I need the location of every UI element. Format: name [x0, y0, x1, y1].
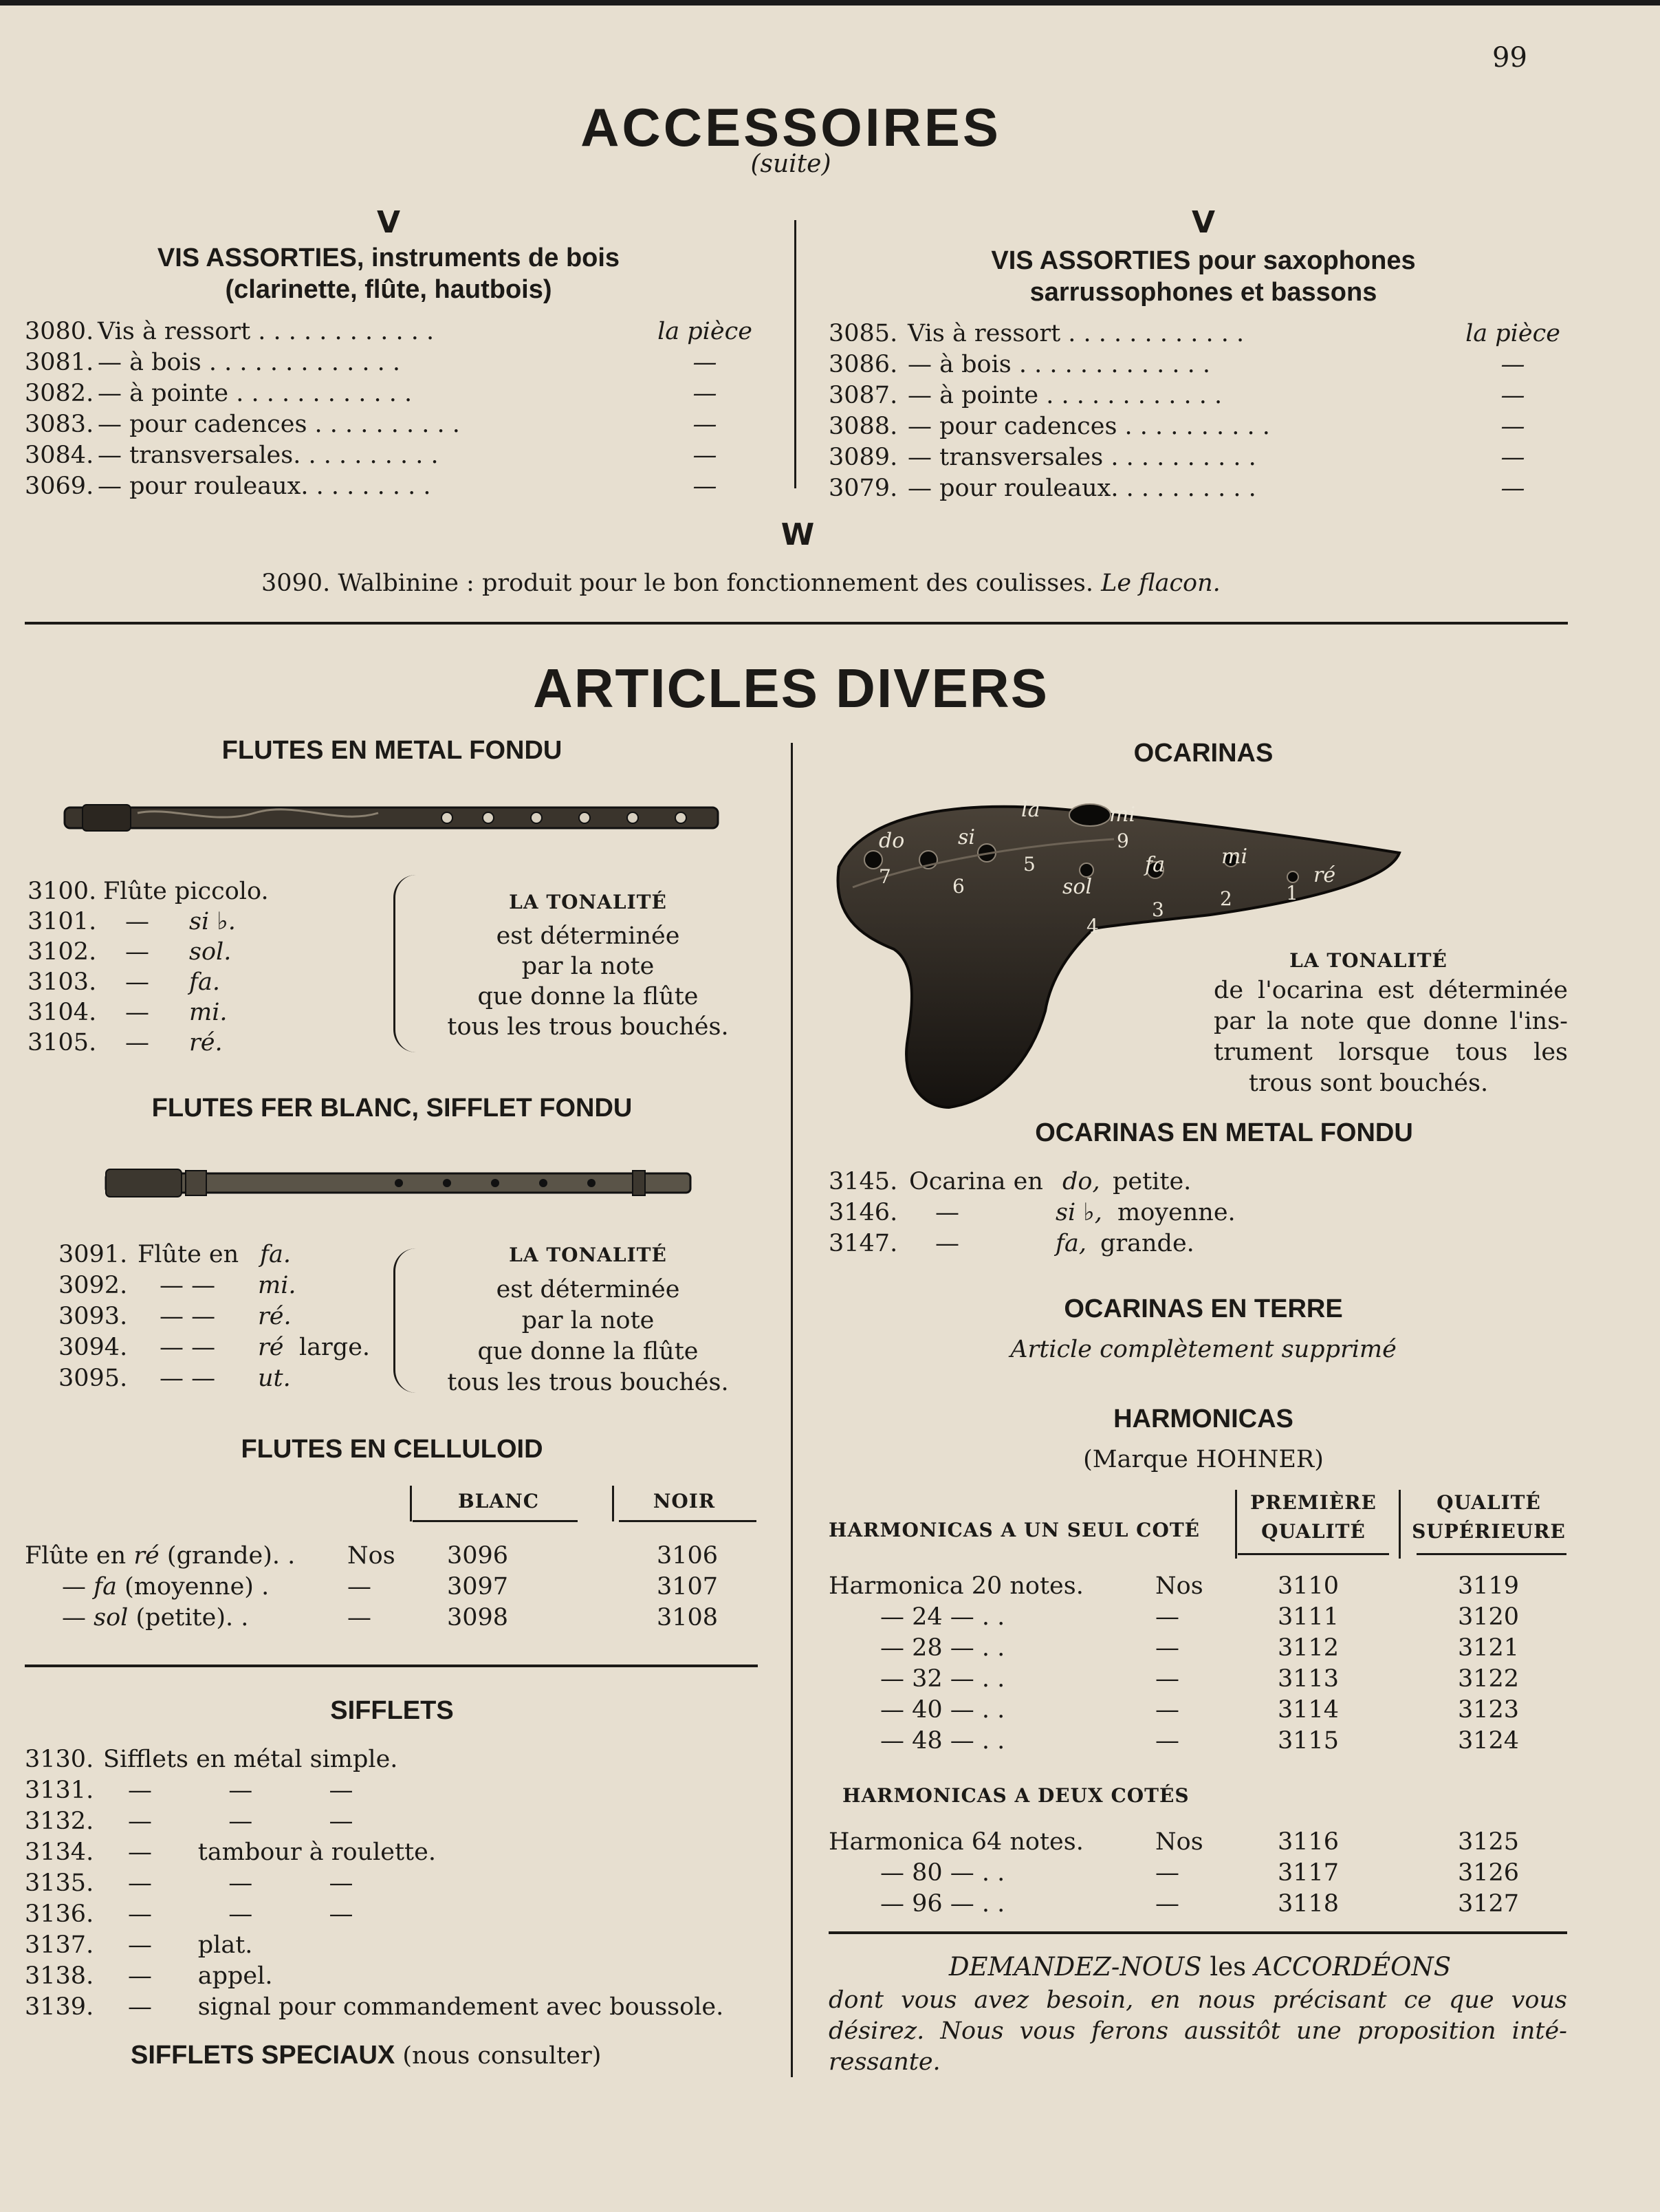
vis-price: la pièce [657, 318, 752, 345]
ocarina-size: petite. [1113, 1168, 1192, 1195]
ocarinas-terre-note: Article complètement supprimé [1010, 1336, 1397, 1363]
ocarina-hole-number: 4 [1086, 915, 1099, 937]
flute-note: ré. [258, 1303, 292, 1330]
harm-label: — 96 — . . [880, 1890, 1005, 1918]
flute-code: 3100. [28, 878, 97, 905]
sifflet-text: — — — [128, 1869, 353, 1897]
sifflets-speciaux-label: SIFFLETS SPECIAUX [131, 2041, 395, 2070]
vis-price: — [692, 473, 717, 500]
vis-code: 3079. [829, 475, 898, 502]
harm-q1: 3118 [1278, 1890, 1340, 1918]
ocarinas-terre-heading: OCARINAS EN TERRE [1064, 1294, 1343, 1323]
ocarina-note-line: trous sont bouchés. [1248, 1070, 1489, 1097]
flute-name: — [125, 999, 149, 1026]
flute-note: sol. [189, 938, 232, 966]
celluloid-noir: 3107 [657, 1573, 719, 1601]
tonalite-line: par la note [521, 1307, 655, 1334]
celluloid-noir: 3106 [657, 1542, 719, 1570]
vis-label: — pour rouleaux. . . . . . . . . . [908, 475, 1256, 502]
ocarina-hole-number: 7 [879, 865, 891, 888]
harmonicas-section-1: HARMONICAS A UN SEUL COTÉ [829, 1519, 1201, 1541]
vis-price: — [1500, 444, 1525, 471]
sifflet-code: 3134. [25, 1839, 94, 1866]
harm-nos: — [1155, 1634, 1179, 1662]
walbinine-text: Walbinine : produit pour le bon fonctionnement des coulisses. [338, 570, 1094, 597]
vis-code: 3086. [829, 351, 898, 378]
ocarina-hole-label: la [1021, 798, 1040, 822]
celluloid-nos: — [347, 1604, 371, 1631]
ocarina-hole-label: mi [1221, 845, 1248, 869]
tonalite-line: LA TONALITÉ [509, 891, 667, 913]
celluloid-size: (petite). . [135, 1604, 249, 1631]
tonalite-line: est déterminée [496, 922, 680, 950]
tonalite-line: tous les trous bouchés. [447, 1369, 729, 1396]
sifflet-code: 3135. [25, 1869, 94, 1897]
vis-price: — [1500, 475, 1525, 502]
flute-name: — — [160, 1303, 216, 1330]
letter-v-right: V [1191, 205, 1216, 240]
harm-label: — 48 — . . [880, 1727, 1005, 1755]
vis-saxo-subheading: sarrussophones et bassons [1029, 278, 1377, 307]
ocarina-hole-number: 3 [1152, 898, 1164, 921]
harm-q1: 3117 [1278, 1859, 1340, 1887]
flute-name: — [125, 908, 149, 935]
celluloid-blanc: 3096 [447, 1542, 509, 1570]
vis-label: — transversales . . . . . . . . . . [908, 444, 1256, 471]
harm-label: — 28 — . . [880, 1634, 1005, 1662]
harm-nos: — [1155, 1603, 1179, 1631]
flutes-metal-heading: FLUTES EN METAL FONDU [221, 736, 563, 765]
vis-code: 3084. [25, 442, 94, 469]
ocarina-name: Ocarina en [909, 1168, 1043, 1195]
harm-q2: 3123 [1458, 1696, 1520, 1724]
celluloid-separator [25, 1665, 758, 1667]
vis-bois-heading: VIS ASSORTIES, instruments de bois [157, 243, 620, 272]
sifflet-code: 3136. [25, 1900, 94, 1928]
sifflet-text: — — — [128, 1900, 353, 1928]
sifflet-code: 3137. [25, 1931, 94, 1959]
flute-code: 3095. [58, 1365, 128, 1392]
vis-price: — [1500, 413, 1525, 440]
section-separator [25, 622, 1568, 625]
flute-code: 3102. [28, 938, 97, 966]
harm-col-divider-1 [1235, 1490, 1237, 1559]
flute-note: ré [258, 1334, 284, 1361]
flute-code: 3103. [28, 968, 97, 996]
flute-code: 3093. [58, 1303, 128, 1330]
vis-label: — pour cadences . . . . . . . . . . [908, 413, 1270, 440]
sifflets-speciaux-note: (nous consulter) [402, 2042, 602, 2070]
accordeons-line: dont vous avez besoin, en nous précisant ce que vous [829, 1986, 1567, 2014]
tonalite-line: par la note [521, 953, 655, 980]
flutes-celluloid-heading: FLUTES EN CELLULOID [241, 1435, 543, 1464]
vis-code: 3083. [25, 411, 94, 438]
sifflet-text: — signal pour commandement avec boussole. [128, 1993, 724, 2021]
tonalite-line: LA TONALITÉ [509, 1244, 667, 1266]
vis-price: la pièce [1465, 320, 1560, 347]
tin-flute-image [103, 1162, 695, 1204]
ocarina-code: 3146. [829, 1199, 898, 1226]
vis-code: 3088. [829, 413, 898, 440]
harm-q1: 3110 [1278, 1572, 1340, 1600]
ocarina-name: — [935, 1199, 959, 1226]
flute-name: — [125, 938, 149, 966]
tonalite-line: que donne la flûte [477, 983, 699, 1010]
accordeons-title [825, 1952, 1575, 1982]
section-title-articles-divers: ARTICLES DIVERS [532, 658, 1049, 719]
celluloid-label [62, 1603, 248, 1634]
letter-v-left: V [376, 205, 401, 240]
accordeons-demandez: DEMANDEZ-NOUS [948, 1952, 1202, 1982]
sifflet-text: — tambour à roulette. [128, 1839, 436, 1866]
flute-name: Flûte en [138, 1241, 239, 1268]
flute-size: large. [299, 1334, 371, 1361]
vis-saxo-heading: VIS ASSORTIES pour saxophones [991, 246, 1416, 275]
accordeons-les: les [1210, 1952, 1247, 1982]
ocarina-hole-number: 2 [1220, 887, 1232, 910]
ocarina-hole-number: 6 [952, 875, 965, 898]
ocarina-code: 3147. [829, 1230, 898, 1257]
section-subtitle: (suite) [750, 150, 831, 178]
flute-code: 3092. [58, 1272, 128, 1299]
celluloid-note: sol [94, 1604, 129, 1631]
harm-label: Harmonica 64 notes. [829, 1828, 1084, 1856]
celluloid-blanc: 3097 [447, 1573, 509, 1601]
harmonicas-heading: HARMONICAS [1113, 1405, 1293, 1433]
flute-name: — — [160, 1272, 216, 1299]
harm-col1-head: QUALITÉ [1261, 1520, 1366, 1543]
tonalite-line: que donne la flûte [477, 1338, 699, 1365]
accordeons-line: désirez. Nous vous ferons aussitôt une proposition inté- [829, 2017, 1567, 2045]
ocarina-note-line: par la note que donne l'ins- [1214, 1008, 1568, 1035]
flute-name: — [125, 968, 149, 996]
flute-code: 3105. [28, 1029, 97, 1056]
celluloid-col-divider-2 [612, 1486, 614, 1521]
harm-nos: — [1155, 1859, 1179, 1887]
ocarina-note-title: LA TONALITÉ [1289, 949, 1448, 972]
walbinine-unit: Le flacon. [1101, 570, 1221, 597]
harm-q1: 3111 [1278, 1603, 1340, 1631]
vis-code: 3080. [25, 318, 94, 345]
harm-label: — 24 — . . [880, 1603, 1005, 1631]
sifflet-text: Sifflets en métal simple. [103, 1746, 398, 1773]
celluloid-nos: Nos [347, 1542, 395, 1570]
top-edge [0, 0, 1660, 6]
ocarina-hole-label: do [879, 829, 905, 853]
brace-metal [393, 875, 416, 1052]
celluloid-label [25, 1541, 295, 1572]
section-title-accessoires: ACCESSOIRES [580, 97, 1001, 158]
harm-col-divider-2 [1399, 1490, 1401, 1559]
sifflet-code: 3131. [25, 1777, 94, 1804]
harm-q2: 3124 [1458, 1727, 1520, 1755]
ocarina-name: — [935, 1230, 959, 1257]
vis-price: — [1500, 351, 1525, 378]
sifflet-text: — appel. [128, 1962, 273, 1990]
vis-label: — à pointe . . . . . . . . . . . . [908, 382, 1223, 409]
walbinine-item [261, 568, 1221, 599]
ocarinas-heading: OCARINAS [1133, 739, 1274, 768]
harm-q1: 3115 [1278, 1727, 1340, 1755]
vis-price: — [692, 442, 717, 469]
harm-label: Harmonica 20 notes. [829, 1572, 1084, 1600]
vis-price: — [692, 349, 717, 376]
vis-bois-subheading: (clarinette, flûte, hautbois) [225, 275, 552, 304]
celluloid-note: ré [133, 1542, 160, 1570]
harm-q1: 3112 [1278, 1634, 1340, 1662]
celluloid-pre: — [62, 1604, 86, 1631]
ocarina-hole-number: 1 [1286, 882, 1298, 904]
ocarina-size: moyenne. [1117, 1199, 1236, 1226]
flute-name: — [125, 1029, 149, 1056]
letter-w: W [780, 517, 815, 552]
harm-q2: 3122 [1458, 1665, 1520, 1693]
tonalite-line: est déterminée [496, 1276, 680, 1303]
harm-col1-head: PREMIÈRE [1250, 1491, 1377, 1514]
flute-note: fa. [260, 1241, 291, 1268]
sifflet-code: 3138. [25, 1962, 94, 1990]
harm-label: — 32 — . . [880, 1665, 1005, 1693]
ocarinas-metal-heading: OCARINAS EN METAL FONDU [1035, 1118, 1413, 1147]
vis-code: 3069. [25, 473, 94, 500]
celluloid-note: fa [94, 1573, 117, 1601]
flute-note: ré. [189, 1029, 223, 1056]
harmonicas-brand: (Marque HOHNER) [1083, 1446, 1324, 1473]
vis-code: 3089. [829, 444, 898, 471]
flute-name: — — [160, 1365, 216, 1392]
ocarina-hole-label: ré [1313, 863, 1336, 887]
harm-nos: — [1155, 1665, 1179, 1693]
harm-col2-head: SUPÉRIEURE [1412, 1520, 1566, 1543]
walbinine-code: 3090. [261, 570, 331, 597]
vis-label: Vis à ressort . . . . . . . . . . . . [98, 318, 435, 345]
harm-nos: — [1155, 1890, 1179, 1918]
vis-label: Vis à ressort . . . . . . . . . . . . [908, 320, 1245, 347]
ocarina-hole-number: 5 [1023, 853, 1036, 876]
accordeons-accordeons: ACCORDÉONS [1254, 1952, 1452, 1982]
ocarina-note: do, [1062, 1168, 1100, 1195]
vis-label: — pour rouleaux. . . . . . . . . [98, 473, 431, 500]
flutes-fer-heading: FLUTES FER BLANC, SIFFLET FONDU [151, 1094, 633, 1123]
celluloid-pre: Flûte en [25, 1542, 127, 1570]
vis-label: — à bois . . . . . . . . . . . . . [908, 351, 1211, 378]
column-divider-bottom [791, 743, 793, 2077]
celluloid-label [62, 1572, 269, 1603]
harm-nos: Nos [1155, 1572, 1203, 1600]
ocarina-hole-label: si [958, 825, 975, 849]
vis-code: 3082. [25, 380, 94, 407]
harm-col2-head: QUALITÉ [1437, 1491, 1541, 1514]
accordeons-line: ressante. [829, 2048, 941, 2076]
col-header-noir: NOIR [653, 1490, 716, 1512]
ocarina-hole-label: mi [1109, 803, 1136, 827]
flute-note: fa. [189, 968, 220, 996]
vis-price: — [692, 411, 717, 438]
sifflet-text: — — — [128, 1777, 353, 1804]
flute-code: 3101. [28, 908, 97, 935]
vis-code: 3085. [829, 320, 898, 347]
celluloid-pre: — [62, 1573, 86, 1601]
brace-fer [393, 1248, 416, 1393]
q2-underline [1417, 1553, 1566, 1555]
vis-code: 3087. [829, 382, 898, 409]
ocarina-code: 3145. [829, 1168, 898, 1195]
ocarina-hole-label: sol [1062, 875, 1093, 899]
harm-nos: — [1155, 1727, 1179, 1755]
vis-price: — [692, 380, 717, 407]
flute-code: 3091. [58, 1241, 128, 1268]
ocarina-hole-label: fa [1145, 853, 1165, 877]
vis-label: — à pointe . . . . . . . . . . . . [98, 380, 413, 407]
flute-note: ut. [258, 1365, 291, 1392]
celluloid-noir: 3108 [657, 1604, 719, 1631]
sifflets-heading: SIFFLETS [330, 1696, 454, 1725]
harm-nos: Nos [1155, 1828, 1203, 1856]
harm-label: — 80 — . . [880, 1859, 1005, 1887]
ocarina-note: fa, [1056, 1230, 1086, 1257]
sifflet-text: — — — [128, 1808, 353, 1835]
harm-label: — 40 — . . [880, 1696, 1005, 1724]
metal-flute-image [62, 798, 722, 839]
harm-nos: — [1155, 1696, 1179, 1724]
ocarina-size: grande. [1100, 1230, 1194, 1257]
ocarina-hole-number: 9 [1117, 830, 1129, 852]
harm-q2: 3125 [1458, 1828, 1520, 1856]
flute-note: si ♭. [189, 908, 236, 935]
vis-label: — à bois . . . . . . . . . . . . . [98, 349, 401, 376]
ocarina-note-line: de l'ocarina est déterminée [1214, 977, 1568, 1004]
sifflet-text: — plat. [128, 1931, 253, 1959]
harm-q2: 3127 [1458, 1890, 1520, 1918]
vis-label: — pour cadences . . . . . . . . . . [98, 411, 460, 438]
vis-code: 3081. [25, 349, 94, 376]
harm-q1: 3116 [1278, 1828, 1340, 1856]
celluloid-size: (grande). . [166, 1542, 296, 1570]
sifflet-code: 3139. [25, 1993, 94, 2021]
harm-q1: 3114 [1278, 1696, 1340, 1724]
noir-underline [619, 1520, 756, 1522]
harm-q2: 3119 [1458, 1572, 1520, 1600]
page-number: 99 [1492, 42, 1527, 74]
harm-q2: 3120 [1458, 1603, 1520, 1631]
celluloid-size: (moyenne) . [124, 1573, 270, 1601]
flute-code: 3094. [58, 1334, 128, 1361]
flute-name: — — [160, 1334, 216, 1361]
flute-name: Flûte piccolo. [103, 878, 269, 905]
col-header-blanc: BLANC [458, 1490, 539, 1512]
flute-code: 3104. [28, 999, 97, 1026]
vis-price: — [1500, 382, 1525, 409]
harmonicas-section-2: HARMONICAS A DEUX COTÉS [842, 1784, 1190, 1807]
celluloid-blanc: 3098 [447, 1604, 509, 1631]
sifflets-speciaux [131, 2040, 601, 2072]
celluloid-col-divider-1 [410, 1486, 412, 1521]
flute-note: mi. [258, 1272, 296, 1299]
harm-q2: 3126 [1458, 1859, 1520, 1887]
harm-q1: 3113 [1278, 1665, 1340, 1693]
q1-underline [1238, 1553, 1389, 1555]
celluloid-nos: — [347, 1573, 371, 1601]
blanc-underline [413, 1520, 578, 1522]
vis-label: — transversales. . . . . . . . . . [98, 442, 439, 469]
ocarina-note-line: trument lorsque tous les [1214, 1039, 1568, 1066]
harm-q2: 3121 [1458, 1634, 1520, 1662]
flute-note: mi. [189, 999, 228, 1026]
column-divider-top [794, 220, 796, 488]
sifflet-code: 3130. [25, 1746, 94, 1773]
harmonicas-separator [829, 1931, 1567, 1934]
ocarina-note: si ♭, [1056, 1199, 1102, 1226]
tonalite-line: tous les trous bouchés. [447, 1013, 729, 1041]
sifflet-code: 3132. [25, 1808, 94, 1835]
